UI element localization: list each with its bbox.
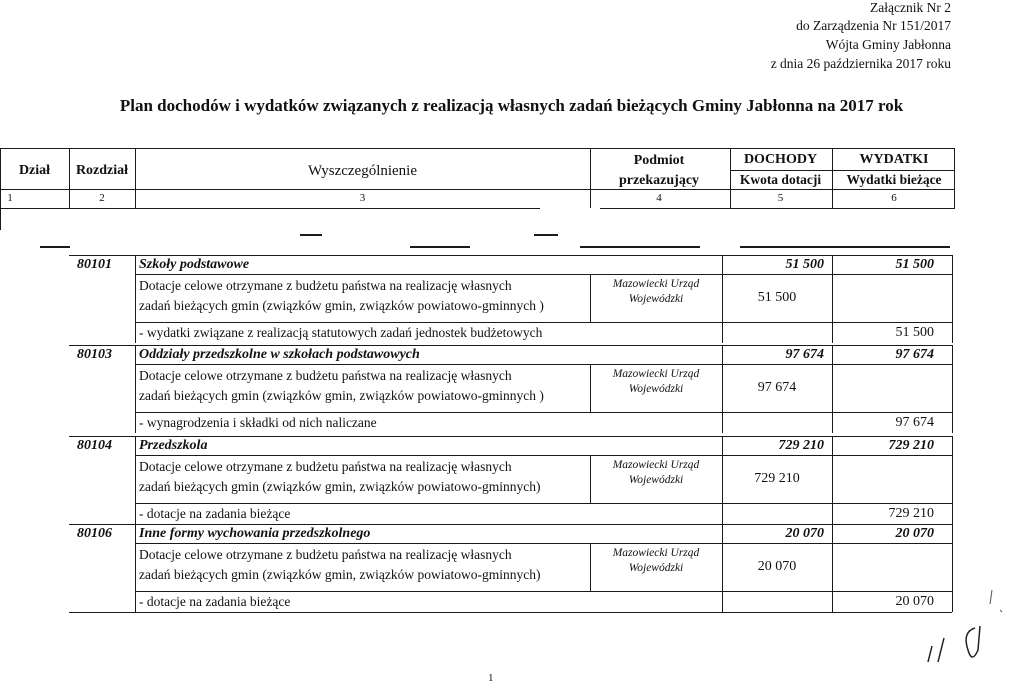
rule	[135, 524, 136, 612]
colnum-6: 6	[891, 192, 897, 204]
grant-amount: 729 210	[754, 471, 800, 486]
section-dochody: 97 674	[785, 347, 824, 362]
expense-description: - wynagrodzenia i składki od nich naliczane	[139, 415, 377, 430]
grant-podmiot-1: Mazowiecki Urząd	[612, 368, 700, 380]
expense-amount: 729 210	[888, 506, 934, 521]
page-number: 1	[488, 672, 494, 684]
header-wyszczegolnienie: Wyszczególnienie	[307, 163, 418, 179]
scan-artifact	[840, 590, 1023, 690]
grant-description-2: zadań bieżących gmin (związków gmin, związków powiatowo-gminnych )	[139, 388, 544, 403]
header-podmiot-1: Podmiot	[633, 153, 685, 168]
rule	[954, 148, 955, 208]
section-name: Szkoły podstawowe	[139, 257, 250, 272]
rule	[69, 612, 952, 613]
expense-amount: 20 070	[895, 594, 934, 609]
expense-description: - dotacje na zadania bieżące	[139, 506, 291, 521]
grant-podmiot-1: Mazowiecki Urząd	[612, 459, 700, 471]
rule	[135, 455, 952, 456]
rule	[135, 148, 136, 208]
attachment-line-4: z dnia 26 października 2017 roku	[770, 56, 951, 71]
rule	[730, 148, 731, 208]
grant-description-2: zadań bieżących gmin (związków gmin, związków powiatowo-gminnych)	[139, 567, 541, 582]
section-name: Oddziały przedszkolne w szkołach podstawowych	[139, 347, 420, 362]
expense-amount: 51 500	[895, 325, 934, 340]
grant-podmiot-1: Mazowiecki Urząd	[612, 547, 700, 559]
rozdzial-code: 80106	[77, 526, 112, 541]
rule	[590, 148, 591, 208]
grant-amount: 51 500	[757, 290, 797, 305]
rule	[832, 524, 833, 612]
header-dochody: DOCHODY	[743, 152, 818, 167]
grant-podmiot-2: Wojewódzki	[628, 293, 684, 305]
rule	[600, 208, 955, 209]
grant-podmiot-1: Mazowiecki Urząd	[612, 278, 700, 290]
rule	[952, 345, 953, 433]
rule	[135, 255, 136, 343]
grant-podmiot-2: Wojewódzki	[628, 474, 684, 486]
rule	[534, 234, 558, 236]
rozdzial-code: 80101	[77, 257, 112, 272]
header-wydatki-biezace: Wydatki bieżące	[846, 172, 942, 187]
rule	[69, 436, 952, 437]
rule	[952, 255, 953, 343]
rule	[952, 436, 953, 524]
rule	[0, 189, 955, 190]
section-wydatki: 729 210	[888, 438, 934, 453]
rule	[69, 255, 952, 256]
rule	[135, 412, 952, 413]
rule	[135, 322, 952, 323]
grant-amount: 20 070	[757, 559, 797, 574]
grant-description-1: Dotacje celowe otrzymane z budżetu państwa na realizację własnych	[139, 459, 512, 474]
grant-podmiot-2: Wojewódzki	[628, 383, 684, 395]
rule	[135, 436, 136, 524]
rozdzial-code: 80104	[77, 438, 112, 453]
colnum-1: 1	[7, 192, 13, 204]
rule	[135, 274, 952, 275]
grant-description-1: Dotacje celowe otrzymane z budżetu państwa na realizację własnych	[139, 278, 512, 293]
rule	[69, 148, 70, 208]
rule	[832, 148, 833, 208]
section-wydatki: 51 500	[895, 257, 934, 272]
section-wydatki: 20 070	[895, 526, 934, 541]
rule	[832, 255, 833, 343]
rozdzial-code: 80103	[77, 347, 112, 362]
expense-description: - wydatki związane z realizacją statutowych zadań jednostek budżetowych	[139, 325, 543, 340]
header-kwota-dotacji: Kwota dotacji	[739, 172, 822, 187]
rule	[0, 208, 540, 209]
expense-amount: 97 674	[895, 415, 934, 430]
section-dochody: 51 500	[785, 257, 824, 272]
page-title: Plan dochodów i wydatków związanych z realizacją własnych zadań bieżących Gminy Jabłonna na 2017 rok	[119, 96, 904, 115]
header-dzial: Dział	[18, 163, 51, 178]
colnum-2: 2	[99, 192, 105, 204]
attachment-line-3: Wójta Gminy Jabłonna	[825, 37, 951, 52]
grant-podmiot-2: Wojewódzki	[628, 562, 684, 574]
grant-amount: 97 674	[757, 380, 797, 395]
rule	[40, 246, 70, 248]
colnum-5: 5	[777, 192, 784, 204]
rule	[135, 543, 952, 544]
section-name: Przedszkola	[139, 438, 208, 453]
header-wydatki: WYDATKI	[859, 152, 929, 167]
rule	[300, 234, 322, 236]
grant-description-1: Dotacje celowe otrzymane z budżetu państwa na realizację własnych	[139, 547, 512, 562]
rule	[730, 170, 955, 171]
rule	[580, 246, 700, 248]
rule	[0, 148, 1, 230]
rule	[135, 364, 952, 365]
rule	[69, 345, 952, 346]
rule	[740, 246, 950, 248]
header-podmiot-2: przekazujący	[618, 173, 700, 188]
rule	[135, 591, 952, 592]
colnum-4: 4	[656, 192, 662, 204]
attachment-line-2: do Zarządzenia Nr 151/2017	[796, 18, 951, 33]
expense-description: - dotacje na zadania bieżące	[139, 594, 291, 609]
header-rozdzial: Rozdział	[75, 163, 129, 178]
rule	[135, 345, 136, 433]
colnum-3: 3	[359, 192, 366, 204]
rule	[832, 345, 833, 433]
section-name: Inne formy wychowania przedszkolnego	[139, 526, 371, 541]
section-dochody: 729 210	[778, 438, 824, 453]
attachment-line-1: Załącznik Nr 2	[870, 0, 951, 15]
rule	[0, 148, 955, 149]
rule	[832, 436, 833, 524]
rule	[69, 524, 952, 525]
grant-description-2: zadań bieżących gmin (związków gmin, związków powiatowo-gminnych)	[139, 479, 541, 494]
rule	[135, 503, 952, 504]
section-wydatki: 97 674	[895, 347, 934, 362]
grant-description-1: Dotacje celowe otrzymane z budżetu państwa na realizację własnych	[139, 368, 512, 383]
rule	[410, 246, 470, 248]
section-dochody: 20 070	[785, 526, 824, 541]
grant-description-2: zadań bieżących gmin (związków gmin, związków powiatowo-gminnych )	[139, 298, 544, 313]
